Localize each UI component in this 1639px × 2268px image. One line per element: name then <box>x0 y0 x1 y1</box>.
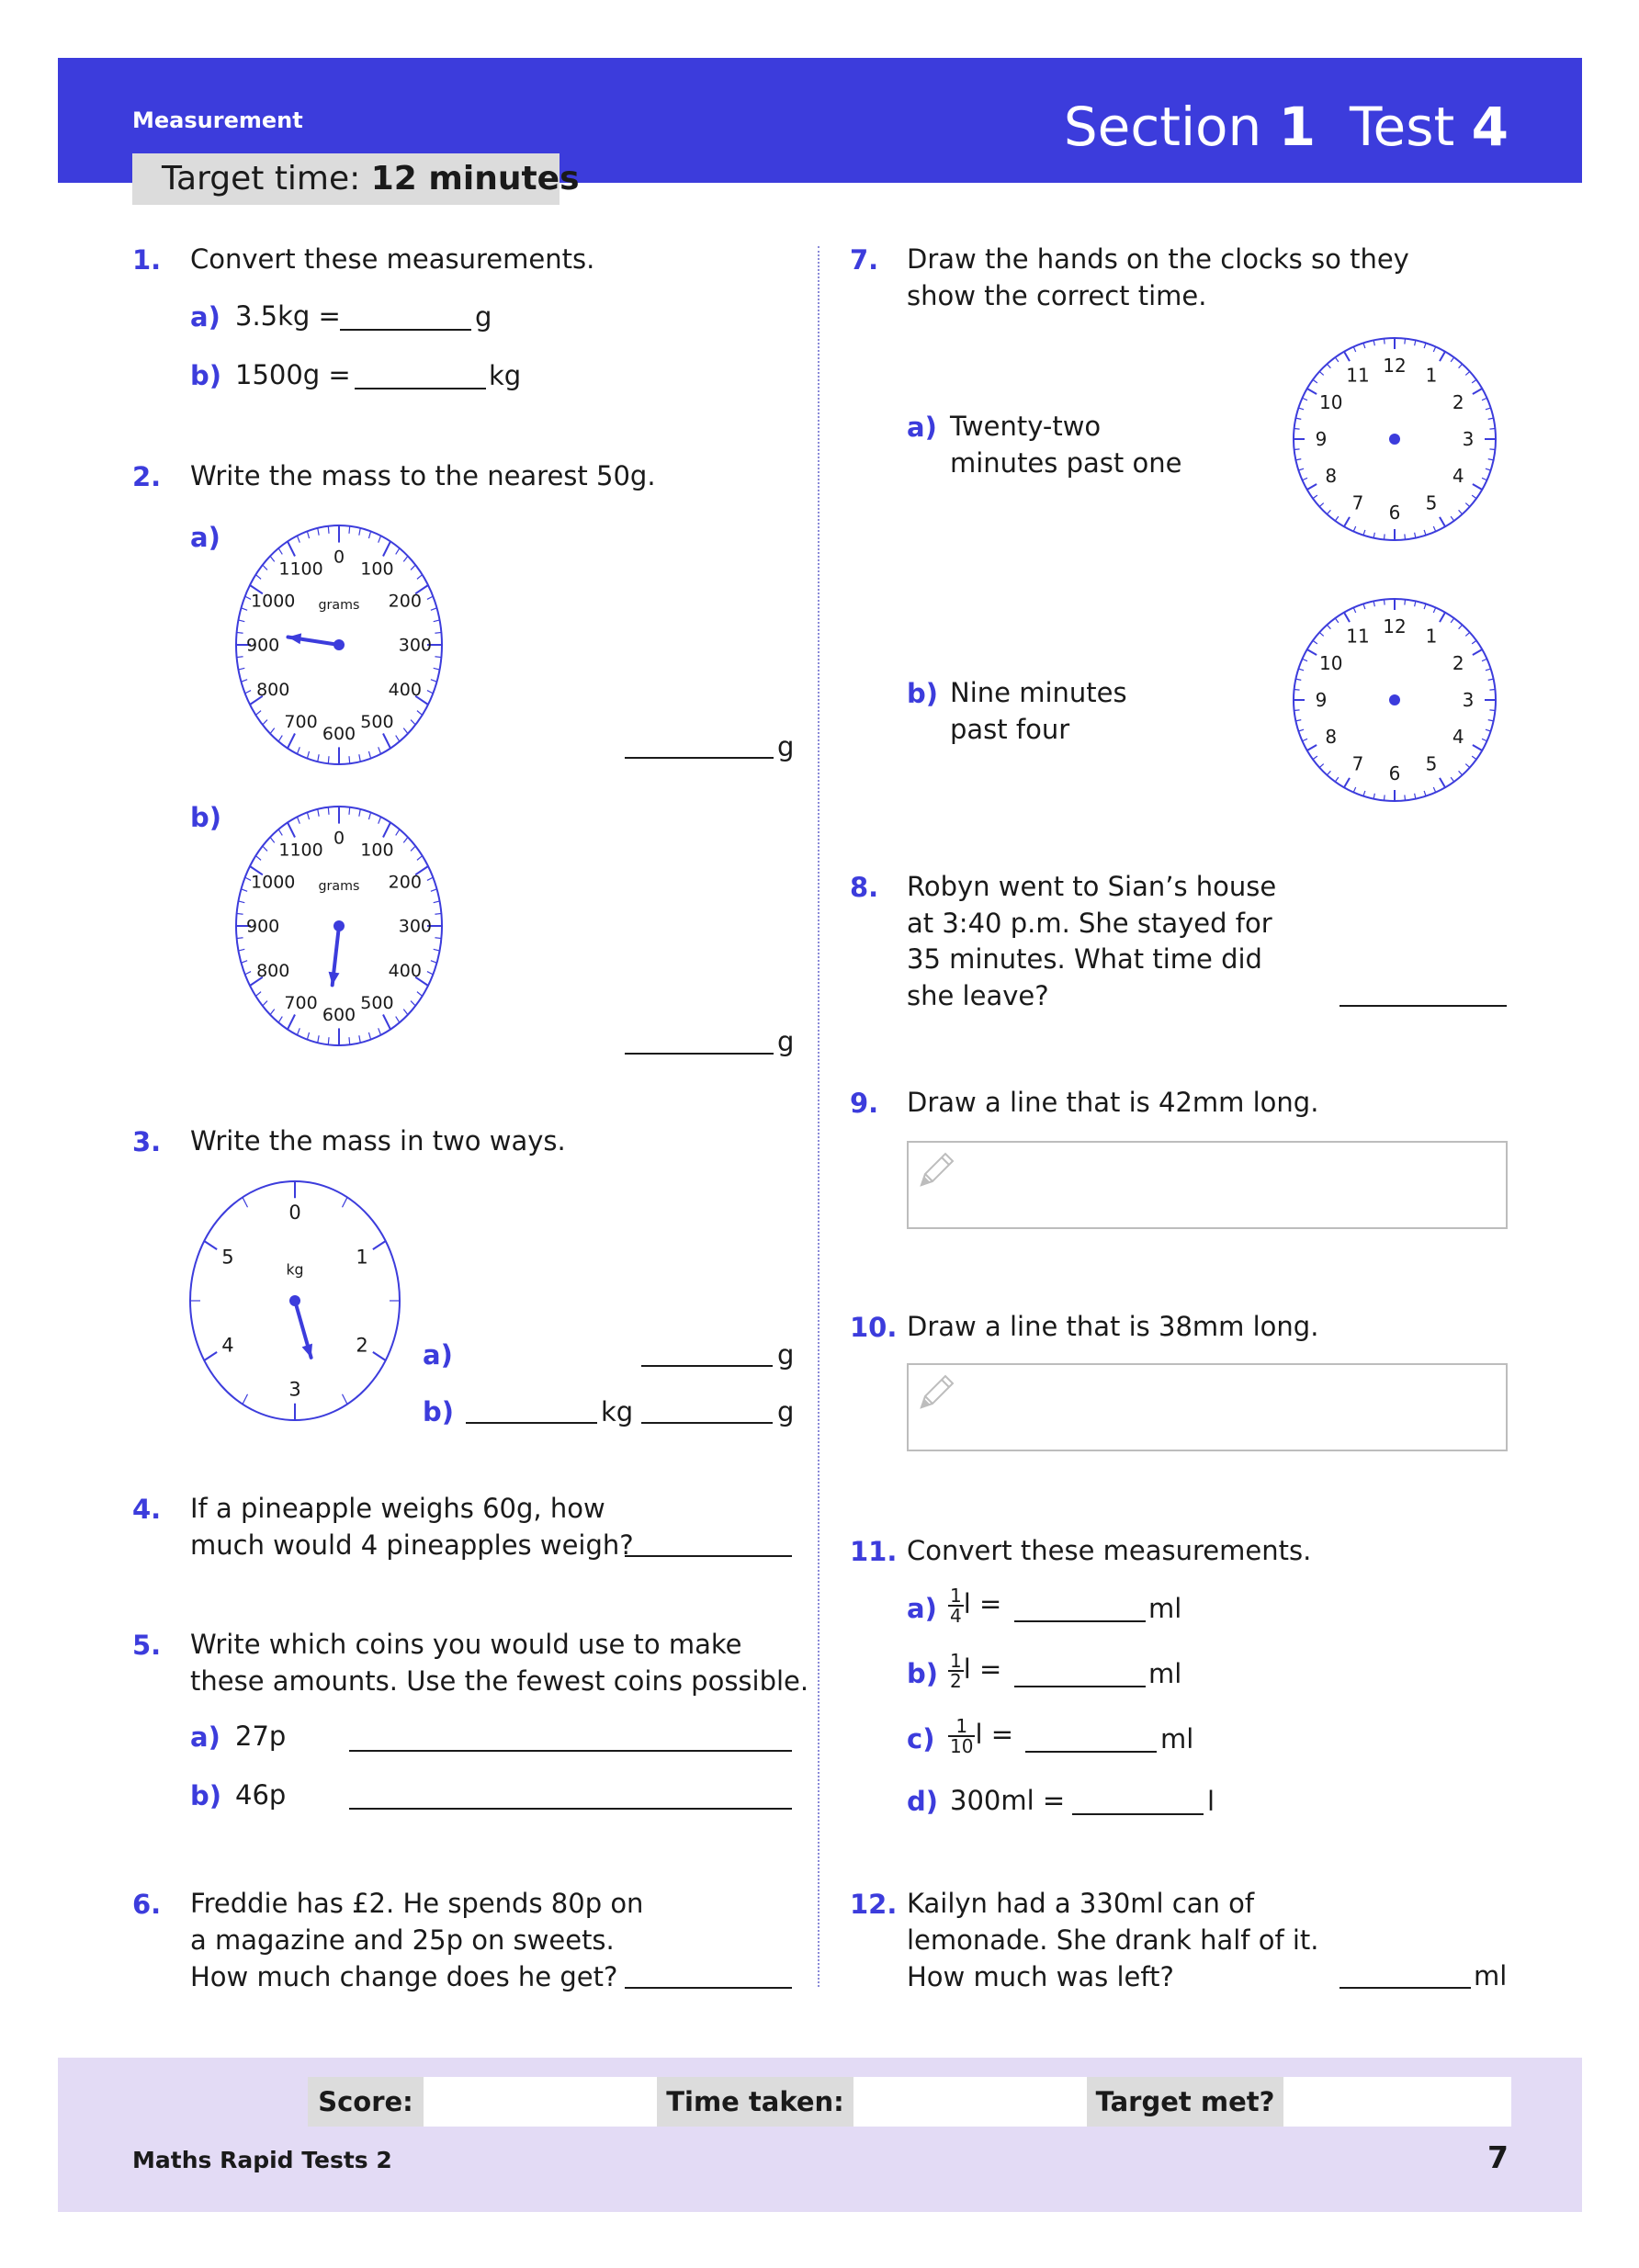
q7-line1: Draw the hands on the clocks so they <box>907 243 1409 275</box>
q5-line2: these amounts. Use the fewest coins possible. <box>190 1665 809 1697</box>
target-met-label: Target met? <box>1087 2077 1283 2127</box>
dial-tick-label: 200 <box>388 872 422 893</box>
clock-number: 6 <box>1388 502 1401 524</box>
q8-line4: she leave? <box>907 980 1049 1011</box>
clock-tick <box>1489 429 1495 430</box>
q4-line2: much would 4 pineapples weigh? <box>190 1529 634 1561</box>
dial-tick <box>435 632 441 633</box>
test-number: 4 <box>1471 96 1509 158</box>
clock-number: 3 <box>1462 428 1475 450</box>
clock-center <box>1389 434 1400 445</box>
clock-tick <box>1294 690 1300 691</box>
dial-tick <box>237 657 243 658</box>
dial-tick <box>328 807 329 815</box>
clock-number: 7 <box>1351 491 1364 514</box>
q5a-text: 27p <box>235 1721 287 1752</box>
q11b-unit: ml <box>1148 1658 1182 1689</box>
dial-unit-label: grams <box>318 598 360 613</box>
clock-tick <box>1405 534 1406 539</box>
score-field[interactable] <box>424 2077 657 2127</box>
q3a-unit: g <box>777 1339 795 1371</box>
clock-number: 7 <box>1351 752 1364 775</box>
clock-number: 4 <box>1452 726 1464 748</box>
score-label: Score: <box>308 2077 424 2127</box>
q3-number: 3. <box>132 1126 162 1157</box>
clock-number: 4 <box>1452 465 1464 487</box>
q11a-numerator: 1 <box>950 1585 962 1607</box>
dial-tick-label: 400 <box>388 960 422 981</box>
q3-scale-dial <box>187 1178 403 1424</box>
clock-number: 2 <box>1452 391 1464 413</box>
q1-number: 1. <box>132 244 162 276</box>
dial-tick <box>435 913 441 914</box>
subject-label: Measurement <box>132 107 303 133</box>
q5a-answer-line[interactable] <box>349 1750 792 1752</box>
clock-number: 5 <box>1425 752 1438 775</box>
dial-tick <box>328 1037 329 1044</box>
dial-tick-label: 1000 <box>251 591 296 612</box>
dial-tick-label: 0 <box>288 1202 301 1224</box>
dial-tick <box>237 632 243 633</box>
clock-number: 1 <box>1425 364 1438 387</box>
q4-number: 4. <box>132 1494 162 1525</box>
dial-tick-label: 700 <box>284 711 318 732</box>
page-number: 7 <box>1487 2139 1509 2175</box>
q9-drawing-box[interactable] <box>907 1141 1508 1229</box>
q2a-label: a) <box>190 522 220 553</box>
section-word: Section <box>1063 96 1262 158</box>
dial-tick <box>349 526 350 534</box>
dial-tick-label: 200 <box>388 591 422 612</box>
q11d-unit: l <box>1207 1786 1215 1817</box>
q3b-kg-answer-line[interactable] <box>466 1422 597 1424</box>
q2-text: Write the mass to the nearest 50g. <box>190 460 656 491</box>
q9-text: Draw a line that is 42mm long. <box>907 1087 1319 1118</box>
q10-number: 10. <box>850 1312 898 1343</box>
clock-number: 3 <box>1462 689 1475 711</box>
q2b-label: b) <box>190 802 222 833</box>
q11c-l-equals: l = <box>975 1719 1014 1750</box>
q11a-unit: ml <box>1148 1593 1182 1624</box>
q1b-label: b) <box>190 360 222 391</box>
q11b-l-equals: l = <box>963 1653 1002 1685</box>
q2b-scale-dial <box>232 803 446 1049</box>
q11d-answer-line[interactable] <box>1072 1813 1204 1815</box>
dial-tick-label: 0 <box>333 828 345 849</box>
clock-number: 9 <box>1315 428 1328 450</box>
q11d-text: 300ml = <box>950 1785 1066 1816</box>
dial-tick-label: 400 <box>388 679 422 700</box>
q2-number: 2. <box>132 461 162 492</box>
dial-tick <box>349 1037 350 1044</box>
clock-number: 5 <box>1425 491 1438 514</box>
q2b-unit: g <box>777 1026 795 1057</box>
q8-number: 8. <box>850 872 879 903</box>
dial-tick <box>237 913 243 914</box>
q11b-answer-line[interactable] <box>1014 1686 1146 1687</box>
q7a-clock-face[interactable] <box>1288 333 1501 546</box>
q1-text: Convert these measurements. <box>190 243 595 275</box>
dial-tick-label: 1000 <box>251 872 296 893</box>
q11d-label: d) <box>907 1786 939 1817</box>
q11c-answer-line[interactable] <box>1025 1751 1157 1753</box>
target-time-label: Target time: <box>162 160 361 197</box>
q11a-expression <box>948 1585 1001 1625</box>
time-taken-field[interactable] <box>853 2077 1087 2127</box>
dial-unit-label: grams <box>318 879 360 894</box>
q12-answer-line[interactable] <box>1339 1987 1471 1989</box>
q11c-expression <box>948 1716 1013 1755</box>
clock-number: 11 <box>1346 364 1370 387</box>
clock-tick <box>1294 449 1300 450</box>
dial-pivot <box>333 920 345 931</box>
q1a-unit: g <box>475 301 492 333</box>
q3a-answer-line[interactable] <box>641 1365 773 1367</box>
q1a-answer-line[interactable] <box>340 329 471 331</box>
dial-tick <box>435 938 441 939</box>
clock-tick <box>1294 710 1300 711</box>
q2a-answer-line[interactable] <box>625 757 774 759</box>
q11c-numerator: 1 <box>948 1717 975 1737</box>
q5b-text: 46p <box>235 1779 287 1811</box>
clock-number: 2 <box>1452 652 1464 674</box>
score-row <box>306 2075 1513 2128</box>
dial-tick-label: 900 <box>245 635 280 656</box>
dial-tick-label: 500 <box>360 992 394 1013</box>
dial-tick <box>328 756 329 763</box>
q11b-numerator: 1 <box>950 1650 962 1672</box>
dial-tick-label: 2 <box>356 1334 368 1357</box>
q7-line2: show the correct time. <box>907 280 1207 311</box>
dial-unit-label: kg <box>286 1260 304 1279</box>
q7b-line2: past four <box>950 714 1070 745</box>
dial-tick-label: 300 <box>398 635 433 656</box>
clock-tick <box>1405 795 1406 800</box>
dial-tick-label: 4 <box>221 1334 234 1357</box>
q11c-label: c) <box>907 1723 935 1755</box>
q5-number: 5. <box>132 1630 162 1661</box>
q1a-text: 3.5kg = <box>235 300 341 332</box>
q11a-denominator: 4 <box>950 1605 962 1627</box>
dial-tick <box>328 526 329 534</box>
clock-tick <box>1294 429 1300 430</box>
dial-tick-label: 1100 <box>278 559 323 580</box>
clock-number: 11 <box>1346 625 1370 648</box>
q11c-denominator: 10 <box>950 1735 974 1757</box>
q9-number: 9. <box>850 1088 879 1119</box>
q11-number: 11. <box>850 1536 898 1567</box>
dial-tick-label: 300 <box>398 916 433 937</box>
q7a-label: a) <box>907 412 937 443</box>
dial-tick-label: 100 <box>360 840 394 861</box>
pencil-icon <box>916 1150 956 1190</box>
q11b-denominator: 2 <box>950 1670 962 1692</box>
q1b-text: 1500g = <box>235 359 351 390</box>
q2a-scale-dial <box>232 522 446 768</box>
dial-tick-label: 3 <box>288 1378 301 1401</box>
book-title: Maths Rapid Tests 2 <box>132 2147 392 2173</box>
clock-number: 10 <box>1318 391 1343 413</box>
q1b-unit: kg <box>489 360 522 391</box>
q7a-line2: minutes past one <box>950 447 1182 479</box>
q11b-fraction <box>948 1652 964 1690</box>
q10-drawing-box[interactable] <box>907 1363 1508 1451</box>
target-time-value: 12 minutes <box>370 160 580 197</box>
clock-number: 12 <box>1383 615 1407 638</box>
clock-number: 8 <box>1325 465 1338 487</box>
dial-tick-label: 600 <box>322 1004 356 1025</box>
q3a-label: a) <box>423 1339 453 1371</box>
q7-number: 7. <box>850 244 879 276</box>
q8-line2: at 3:40 p.m. She stayed for <box>907 908 1272 939</box>
dial-tick <box>349 807 350 815</box>
q11a-l-equals: l = <box>963 1588 1002 1619</box>
dial-tick-label: 1100 <box>278 840 323 861</box>
clock-tick <box>1405 339 1406 344</box>
clock-tick <box>1405 600 1406 605</box>
dial-tick-label: 5 <box>221 1246 234 1269</box>
time-taken-label: Time taken: <box>657 2077 853 2127</box>
dial-tick-label: 800 <box>256 960 290 981</box>
q8-line1: Robyn went to Sian’s house <box>907 871 1277 902</box>
q11-text: Convert these measurements. <box>907 1535 1312 1566</box>
q8-answer-line[interactable] <box>1339 1005 1507 1007</box>
q11b-label: b) <box>907 1658 939 1689</box>
clock-tick <box>1489 690 1495 691</box>
section-test-title <box>1064 96 1509 158</box>
dial-tick-label: 1 <box>356 1246 368 1269</box>
clock-tick <box>1489 710 1495 711</box>
q2a-unit: g <box>777 731 795 762</box>
section-number: 1 <box>1278 96 1317 158</box>
q12-unit: ml <box>1474 1960 1508 1992</box>
q12-number: 12. <box>850 1889 898 1920</box>
test-word: Test <box>1349 96 1455 158</box>
q4-line1: If a pineapple weighs 60g, how <box>190 1493 605 1524</box>
dial-tick <box>349 756 350 763</box>
q3-text: Write the mass in two ways. <box>190 1125 566 1157</box>
target-met-field[interactable] <box>1283 2077 1511 2127</box>
q5b-answer-line[interactable] <box>349 1808 792 1810</box>
q3b-label: b) <box>423 1396 455 1427</box>
clock-number: 6 <box>1388 762 1401 784</box>
clock-center <box>1389 694 1400 705</box>
q5-line1: Write which coins you would use to make <box>190 1629 742 1660</box>
clock-number: 10 <box>1318 652 1343 674</box>
clock-tick <box>1489 449 1495 450</box>
dial-tick <box>435 657 441 658</box>
q5b-label: b) <box>190 1780 222 1811</box>
q11c-fraction <box>948 1717 975 1755</box>
q11a-label: a) <box>907 1593 937 1624</box>
q12-line2: lemonade. She drank half of it. <box>907 1924 1319 1956</box>
q11b-expression <box>948 1651 1001 1690</box>
q1b-answer-line[interactable] <box>355 388 486 389</box>
q3b-g-unit: g <box>777 1396 795 1427</box>
dial-tick-label: 600 <box>322 723 356 744</box>
dial-tick-label: 900 <box>245 916 280 937</box>
clock-number: 12 <box>1383 355 1407 377</box>
q6-line1: Freddie has £2. He spends 80p on <box>190 1888 644 1919</box>
q12-line1: Kailyn had a 330ml can of <box>907 1888 1255 1919</box>
q11a-answer-line[interactable] <box>1014 1620 1146 1622</box>
q10-text: Draw a line that is 38mm long. <box>907 1311 1319 1342</box>
dial-tick-label: 700 <box>284 992 318 1013</box>
q4-answer-line[interactable] <box>625 1555 792 1557</box>
q12-line3: How much was left? <box>907 1961 1174 1992</box>
q6-line3: How much change does he get? <box>190 1961 618 1992</box>
dial-tick <box>237 938 243 939</box>
q3b-g-answer-line[interactable] <box>641 1422 773 1424</box>
dial-tick-label: 0 <box>333 547 345 568</box>
q7b-clock-face[interactable] <box>1288 593 1501 807</box>
pencil-icon <box>916 1372 956 1413</box>
dial-tick-label: 500 <box>360 711 394 732</box>
q5a-label: a) <box>190 1721 220 1753</box>
q1a-label: a) <box>190 301 220 333</box>
target-time-box <box>132 153 580 205</box>
q3b-kg-unit: kg <box>601 1396 634 1427</box>
dial-pivot <box>333 639 345 650</box>
q6-line2: a magazine and 25p on sweets. <box>190 1924 615 1956</box>
q7b-line1: Nine minutes <box>950 677 1127 708</box>
q11c-unit: ml <box>1160 1723 1194 1755</box>
dial-pivot <box>289 1295 300 1306</box>
q7a-line1: Twenty-two <box>950 411 1102 442</box>
dial-tick-label: 800 <box>256 679 290 700</box>
q7b-label: b) <box>907 678 939 709</box>
q2b-answer-line[interactable] <box>625 1053 774 1055</box>
clock-number: 1 <box>1425 625 1438 648</box>
clock-number: 8 <box>1325 726 1338 748</box>
column-divider <box>818 246 820 1987</box>
clock-number: 9 <box>1315 689 1328 711</box>
q6-answer-line[interactable] <box>625 1987 792 1989</box>
q11a-fraction <box>948 1586 964 1625</box>
q8-line3: 35 minutes. What time did <box>907 943 1262 975</box>
q6-number: 6. <box>132 1889 162 1920</box>
dial-tick-label: 100 <box>360 559 394 580</box>
